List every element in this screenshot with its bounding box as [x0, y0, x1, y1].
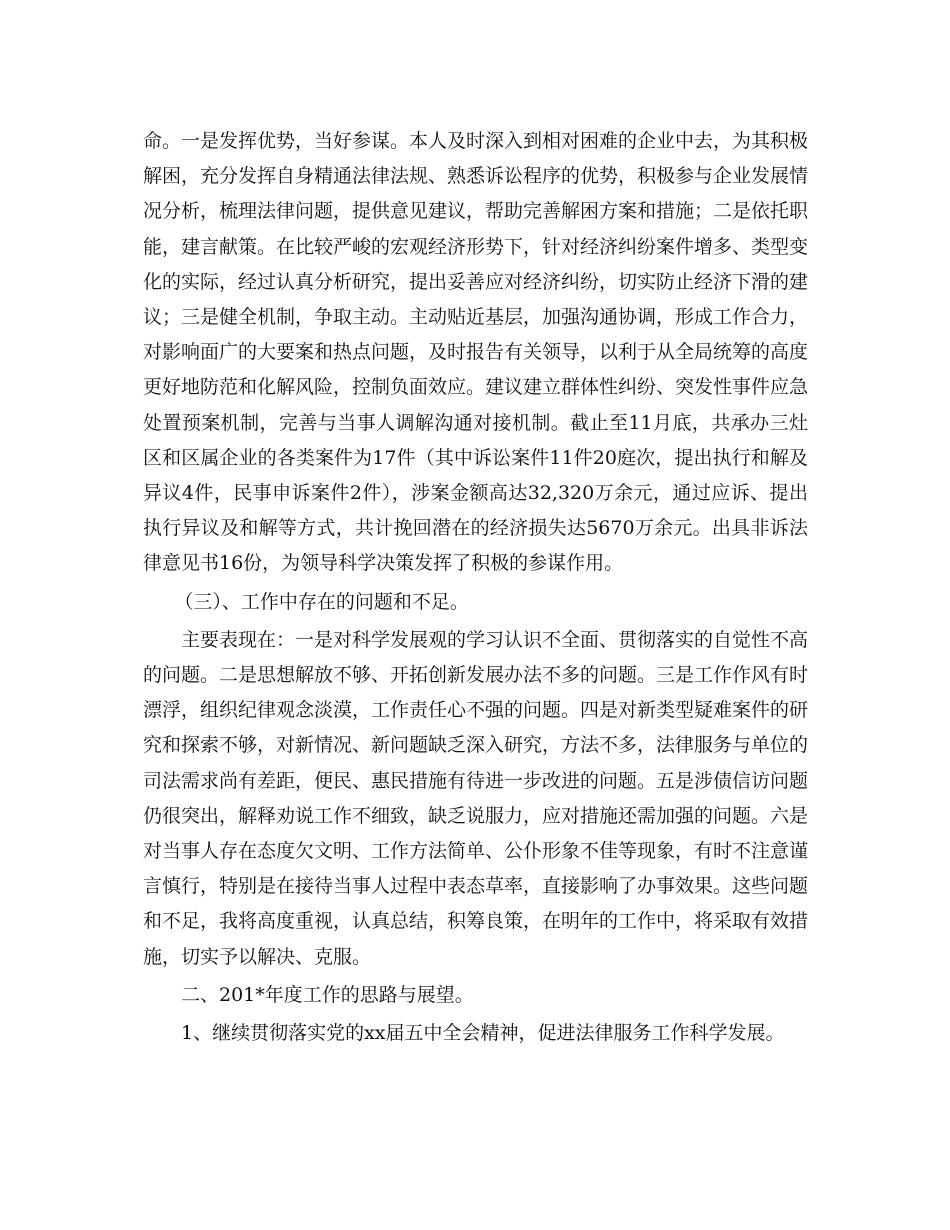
list-item-1: 1、继续贯彻落实党的xx届五中全会精神，促进法律服务工作科学发展。: [181, 1022, 785, 1045]
section-heading-outlook: 二、201*年度工作的思路与展望。: [181, 983, 474, 1006]
paragraph-problems: 主要表现在：一是对科学发展观的学习认识不全面、贯彻落实的自觉性不高的问题。二是思想解放不够、开拓创新发展办法不多的问题。三是工作作风有时漂浮，组织纪律观念淡漠，工作责任心不强的问题。四是对新类型疑难案件的研究和探索不够，对新情况、新问题缺乏深入研究，方法不多，法律服务与单位的司法需求尚有差距，便民、惠民措施有待进一步改进的问题。五是涉债信访问题仍很突出，解释劝说工作不细致，缺乏说服力，应对措施还需加强的问题。六是对当事人存在态度欠文明、工作方法简单、公仆形象不佳等现象，有时不注意谨言慎行，特别是在接待当事人过程中表态草率，直接影响了办事效果。这些问题和不足，我将高度重视，认真总结，积筹良策，在明年的工作中，将采取有效措施，切实予以解决、克服。: [143, 628, 809, 968]
section-heading-problems: （三）、工作中存在的问题和不足。: [174, 590, 469, 613]
paragraph-continuation: 命。一是发挥优势，当好参谋。本人及时深入到相对困难的企业中去，为其积极解困，充分发挥自身精通法律法规、熟悉诉讼程序的优势，积极参与企业发展情况分析，梳理法律问题，提供意见建议，帮助完善解困方案和措施；二是依托职能，建言献策。在比较严峻的宏观经济形势下，针对经济纠纷案件增多、类型变化的实际，经过认真分析研究，提出妥善应对经济纠纷，切实防止经济下滑的建议；三是健全机制，争取主动。主动贴近基层，加强沟通协调，形成工作合力，对影响面广的大要案和热点问题，及时报告有关领导，以利于从全局统筹的高度更好地防范和化解风险，控制负面效应。建议建立群体性纠纷、突发性事件应急处置预案机制，完善与当事人调解沟通对接机制。截止至11月底，共承办三灶区和区属企业的各类案件为17件（其中诉讼案件11件20庭次，提出执行和解及异议4件，民事申诉案件2件），涉案金额高达32,320万余元，通过应诉、提出执行异议及和解等方式，共计挽回潜在的经济损失达5670万余元。出具非诉法律意见书16份，为领导科学决策发挥了积极的参谋作用。: [143, 130, 809, 575]
document-body: [143, 124, 808, 1051]
